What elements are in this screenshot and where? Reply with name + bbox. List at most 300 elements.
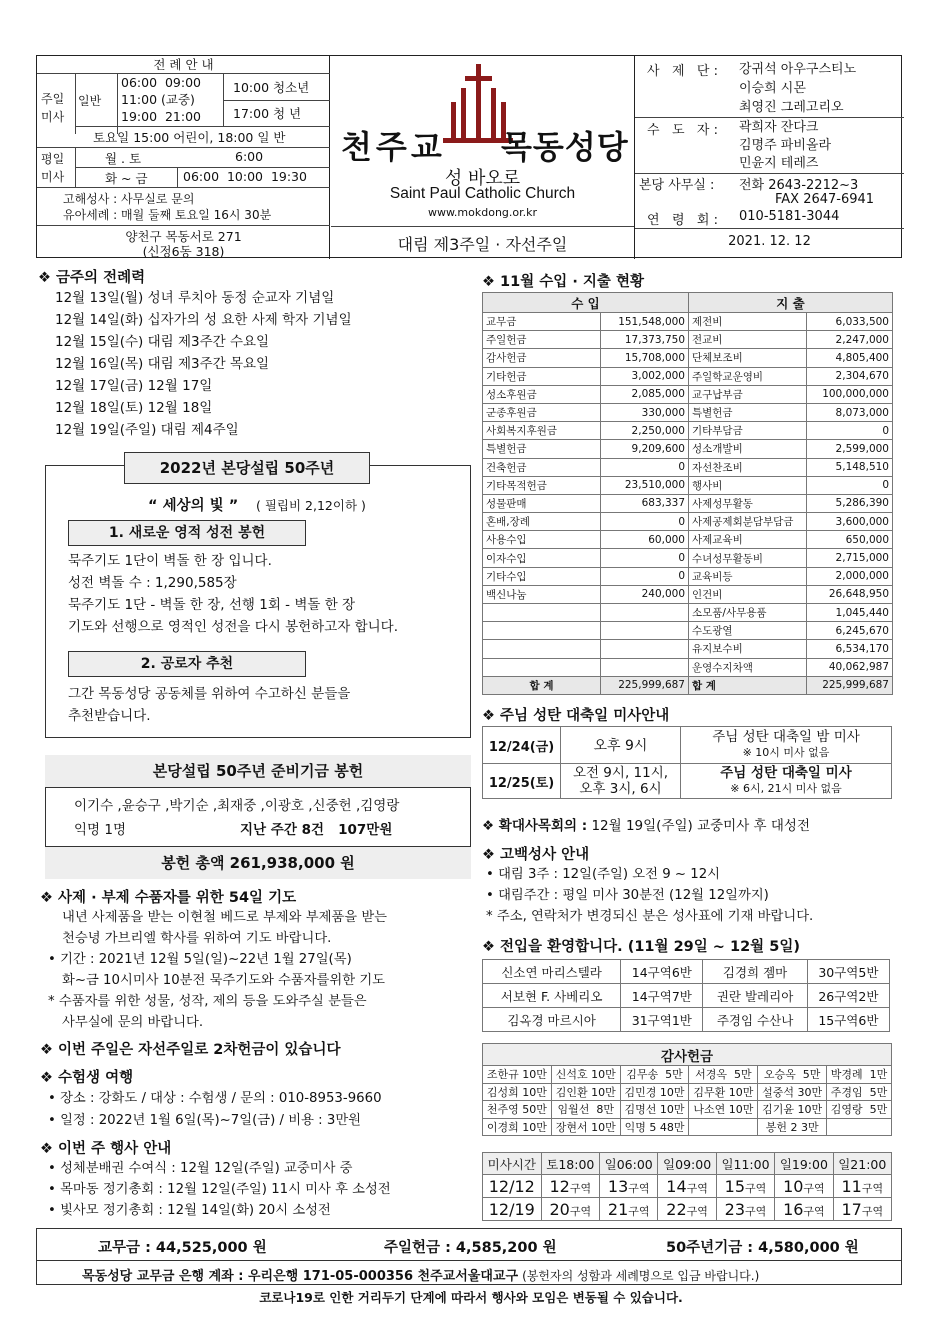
income-amount <box>601 604 689 622</box>
welcome-district: 30구역5반 <box>807 960 889 984</box>
duty-suffix: 구역 <box>745 1181 767 1195</box>
liturgy-title: ❖ 금주의 전례력 <box>38 270 146 286</box>
expense-item: 특별헌금 <box>689 403 807 421</box>
finance-row <box>483 622 893 640</box>
income-amount <box>601 640 689 658</box>
welcome-name: 김옥경 마르시아 <box>483 1008 621 1032</box>
liturgy-item: 12월 19일(주일) 대림 제4주일 <box>55 422 239 438</box>
priest-name: 이승희 시몬 <box>739 81 806 96</box>
duty-suffix: 구역 <box>803 1204 825 1218</box>
thanks-cell: 김무환 10만 <box>689 1083 758 1101</box>
thanks-row <box>483 1066 892 1084</box>
welcome-name: 김경희 젬마 <box>703 960 807 984</box>
thanks-table <box>482 1043 892 1136</box>
christmas-note <box>681 764 892 799</box>
sunday-mass-times: 06:00 09:00 11:00 (교중) 19:00 21:00 <box>121 75 201 124</box>
thanks-cell: 장현서 10만 <box>551 1118 620 1136</box>
anniversary-title: 2022년 본당설립 50주년 <box>124 452 370 484</box>
thanks-row <box>483 1118 892 1136</box>
text-line: • 장소 : 강화도 / 대상 : 수험생 / 문의 : 010-8953-9660 <box>48 1091 382 1106</box>
duty-suffix: 구역 <box>686 1181 708 1195</box>
expense-amount: 650,000 <box>807 531 893 549</box>
duty-district <box>775 1175 833 1198</box>
service-schedule <box>37 56 330 259</box>
income-item: 사회복지후원금 <box>483 422 601 440</box>
finance-row <box>483 367 893 385</box>
finance-row <box>483 531 893 549</box>
saturday-mass-line: 토요일 15:00 어린이, 18:00 일 반 <box>93 130 286 145</box>
text-line: 추천받습니다. <box>68 708 151 724</box>
liturgy-item: 12월 15일(수) 대림 제3주간 수요일 <box>55 334 270 350</box>
merit-text <box>68 683 350 727</box>
income-amount: 3,002,000 <box>601 367 689 385</box>
expense-amount: 3,600,000 <box>807 513 893 531</box>
duty-district <box>600 1198 658 1221</box>
thanks-cell: 김민경 10만 <box>620 1083 689 1101</box>
finance-row <box>483 349 893 367</box>
thanks-cell: 신석호 10만 <box>551 1066 620 1084</box>
thanks-cell: 임월선 8만 <box>551 1101 620 1119</box>
expense-item: 사제공제회분담부담금 <box>689 513 807 531</box>
duty-district <box>833 1175 891 1198</box>
thanks-cell: 오승옥 5만 <box>758 1066 827 1084</box>
priest-name: 강귀석 아우구스티노 <box>739 62 857 77</box>
duty-table <box>482 1152 892 1221</box>
welcome-name: 신소연 마리스텔라 <box>483 960 621 984</box>
expense-item: 소모품/사무용품 <box>689 604 807 622</box>
thanks-row <box>483 1101 892 1119</box>
church-logo-area <box>331 56 634 226</box>
expense-amount: 2,247,000 <box>807 331 893 349</box>
note-text: 주님 성탄 대축일 미사 <box>720 765 852 781</box>
duty-suffix: 구역 <box>861 1181 884 1195</box>
text-line: • 목마동 정기총회 : 12월 12일(주일) 11시 미사 후 소성전 <box>48 1182 391 1197</box>
income-item: 기타목적헌금 <box>483 476 601 494</box>
duty-district <box>658 1198 716 1221</box>
duty-suffix: 구역 <box>569 1204 592 1218</box>
expense-item: 제전비 <box>689 313 807 331</box>
duty-value: 14 <box>666 1176 687 1196</box>
finance-row <box>483 494 893 512</box>
income-item <box>483 658 601 676</box>
duty-suffix: 구역 <box>628 1181 650 1195</box>
income-item: 건축헌금 <box>483 458 601 476</box>
expense-item: 주일학교운영비 <box>689 367 807 385</box>
duty-header: 미사시간 <box>483 1153 542 1175</box>
time-text: 오후 3시, 6시 <box>579 781 662 797</box>
christmas-date: 12/25(토) <box>483 764 561 799</box>
finance-row <box>483 513 893 531</box>
income-header: 수 입 <box>483 293 689 313</box>
welcome-name: 권란 발레리아 <box>703 984 807 1008</box>
income-item: 백신나눔 <box>483 585 601 603</box>
text-line: 사무실에 문의 바랍니다. <box>62 1015 204 1030</box>
income-item: 성물판매 <box>483 494 601 512</box>
expense-item: 교구납부금 <box>689 385 807 403</box>
income-item: 군종후원금 <box>483 403 601 421</box>
income-amount: 23,510,000 <box>601 476 689 494</box>
income-amount: 240,000 <box>601 585 689 603</box>
confession-text <box>486 864 813 927</box>
welcome-district: 26구역2반 <box>807 984 889 1008</box>
income-amount <box>601 658 689 676</box>
finance-title: ❖ 11월 수입 · 지출 현황 <box>482 274 644 290</box>
young-adult-mass-time: 17:00 청 년 <box>233 106 302 121</box>
expense-amount: 100,000,000 <box>807 385 893 403</box>
duty-suffix: 구역 <box>686 1204 708 1218</box>
income-amount: 15,708,000 <box>601 349 689 367</box>
thanks-cell: 천주영 50만 <box>483 1101 552 1119</box>
duty-suffix: 구역 <box>569 1181 592 1195</box>
finance-row <box>483 385 893 403</box>
note-text: 주님 성탄 대축일 밤 미사 <box>712 729 860 745</box>
christmas-time: 오후 9시 <box>561 727 681 764</box>
thanks-cell <box>689 1118 758 1136</box>
duty-value: 12/12 <box>488 1176 535 1196</box>
duty-date <box>483 1198 542 1221</box>
income-amount: 17,373,750 <box>601 331 689 349</box>
expense-item: 유지보수비 <box>689 640 807 658</box>
christmas-table <box>482 726 892 799</box>
expense-amount: 5,148,510 <box>807 458 893 476</box>
text-line: • 성체분배권 수여식 : 12월 12일(주일) 교중미사 중 <box>48 1161 353 1176</box>
sunday-collection-total: 주일헌금 : 4,585,200 원 <box>384 1240 557 1256</box>
students-title: ❖ 수험생 여행 <box>40 1070 134 1086</box>
duty-suffix: 구역 <box>628 1204 650 1218</box>
expense-amount: 0 <box>807 422 893 440</box>
liturgy-item: 12월 17일(금) 12월 17일 <box>55 378 213 394</box>
duty-value: 12 <box>549 1176 570 1196</box>
christmas-title: ❖ 주님 성탄 대축일 미사안내 <box>482 708 670 724</box>
time-text: 오전 9시, 11시, <box>572 765 669 781</box>
office-fax: FAX 2647-6941 <box>775 192 875 207</box>
welcome-row <box>483 984 890 1008</box>
prayer54-text <box>48 907 387 1033</box>
expense-item: 전교비 <box>689 331 807 349</box>
income-item: 이자수입 <box>483 549 601 567</box>
income-item <box>483 640 601 658</box>
expense-amount: 40,062,987 <box>807 658 893 676</box>
income-amount: 2,250,000 <box>601 422 689 440</box>
liturgical-day: 대림 제3주일 · 자선주일 <box>397 235 568 254</box>
text-line: • 대림 3주 : 12일(주일) 오전 9 ~ 12시 <box>486 867 721 882</box>
income-item: 혼배,장례 <box>483 513 601 531</box>
address-line1: 양천구 목동서로 271 <box>125 229 242 244</box>
duty-value: 13 <box>607 1176 629 1196</box>
duty-value: 22 <box>666 1199 687 1219</box>
bank-account <box>82 1265 759 1284</box>
finance-row <box>483 585 893 603</box>
finance-row <box>483 313 893 331</box>
liturgy-item: 12월 16일(목) 대림 제3주간 목요일 <box>55 356 270 372</box>
prayer54-title: ❖ 사제 · 부제 수품자를 위한 54일 기도 <box>40 890 297 906</box>
income-amount: 9,209,600 <box>601 440 689 458</box>
duty-district <box>600 1175 658 1198</box>
thanks-cell: 주경임 5만 <box>827 1083 892 1101</box>
text-line: 화~금 10시미사 10분전 묵주기도와 수품자를위한 기도 <box>62 973 386 988</box>
duty-district <box>775 1198 833 1221</box>
liturgy-item: 12월 18일(토) 12월 18일 <box>55 400 213 416</box>
thanks-cell: 김성희 10만 <box>483 1083 552 1101</box>
finance-row <box>483 403 893 421</box>
thanks-cell: 익명 5 48만 <box>620 1118 689 1136</box>
income-amount: 151,548,000 <box>601 313 689 331</box>
sister-name: 김명주 파비올라 <box>739 138 832 153</box>
note-sub: ※ 10시 미사 없음 <box>742 746 830 759</box>
office-phone[interactable]: 전화 2643-2212~3 <box>739 178 859 193</box>
duty-header: 토18:00 <box>541 1153 599 1175</box>
address-line2: (신정6동 318) <box>142 244 225 259</box>
finance-table <box>482 292 893 695</box>
expense-item: 사제성무활동 <box>689 494 807 512</box>
finance-row <box>483 640 893 658</box>
expense-header: 지 출 <box>689 293 893 313</box>
duty-district <box>833 1198 891 1221</box>
church-english-name: Saint Paul Catholic Church <box>389 185 576 202</box>
expense-amount: 2,304,670 <box>807 367 893 385</box>
pastoral-meeting <box>482 814 810 834</box>
income-item: 주일헌금 <box>483 331 601 349</box>
bulletin-date: 2021. 12. 12 <box>728 234 811 249</box>
expense-amount: 26,648,950 <box>807 585 893 603</box>
duty-value: 20 <box>549 1199 570 1219</box>
duty-header: 일21:00 <box>833 1153 891 1175</box>
finance-row <box>483 458 893 476</box>
expense-item: 성소개발비 <box>689 440 807 458</box>
thanks-row <box>483 1083 892 1101</box>
weekday-tue-fri: 화 ~ 금 <box>105 171 148 186</box>
welcome-title: ❖ 전입을 환영합니다. (11월 29일 ~ 12월 5일) <box>482 939 800 955</box>
expense-total: 225,999,687 <box>807 676 893 694</box>
sunday-mass-label: 주일 미사 <box>41 92 65 124</box>
duty-row <box>483 1198 892 1221</box>
expense-item: 자선찬조비 <box>689 458 807 476</box>
finance-row <box>483 476 893 494</box>
expense-item: 행사비 <box>689 476 807 494</box>
clergy-info <box>634 56 903 259</box>
text-line: * 수품자를 위한 성물, 성작, 제의 등을 도와주실 분들은 <box>48 994 367 1009</box>
finance-row <box>483 567 893 585</box>
text-line: 천승녕 가브리엘 학사를 위하여 기도 바랍니다. <box>62 931 332 946</box>
fund-week-total: 지난 주간 8건 107만원 <box>240 822 393 838</box>
text-line: 기도와 선행으로 영적인 성전을 다시 봉헌하고자 합니다. <box>68 619 398 635</box>
duty-value: 16 <box>783 1199 804 1219</box>
duty-header: 일11:00 <box>716 1153 774 1175</box>
expense-amount: 6,534,170 <box>807 640 893 658</box>
weekday-mon-sat-time: 6:00 <box>235 149 264 164</box>
merit-heading: 2. 공로자 추천 <box>68 651 306 677</box>
infant-baptism-info: 유아세례 : 매월 둘째 토요일 16시 30분 <box>63 208 272 222</box>
contact-phone[interactable]: 010-5181-3044 <box>739 209 840 224</box>
spiritual-temple-heading: 1. 새로운 영적 성전 봉헌 <box>68 520 306 546</box>
welcome-district: 15구역6반 <box>807 1008 889 1032</box>
thanks-title: 감사헌금 <box>483 1044 892 1066</box>
income-amount: 0 <box>601 513 689 531</box>
expense-item: 수도광열 <box>689 622 807 640</box>
welcome-name: 서보현 F. 사베리오 <box>483 984 621 1008</box>
expense-item: 교육비등 <box>689 567 807 585</box>
expense-amount: 8,073,000 <box>807 403 893 421</box>
duty-row <box>483 1175 892 1198</box>
expense-amount: 1,045,440 <box>807 604 893 622</box>
events-title: ❖ 이번 주 행사 안내 <box>40 1141 172 1157</box>
second-collection-notice: ❖ 이번 주일은 자선주일로 2차헌금이 있습니다 <box>40 1042 341 1058</box>
duty-value: 12/19 <box>488 1199 535 1219</box>
income-item: 성소후원금 <box>483 385 601 403</box>
text-line: 묵주기도 1단 - 벽돌 한 장, 선행 1회 - 벽돌 한 장 <box>68 597 356 613</box>
fund-title: 본당설립 50주년 준비기금 봉헌 <box>45 755 471 788</box>
duty-date <box>483 1175 542 1198</box>
note-sub: ※ 6시, 21시 미사 없음 <box>730 782 842 795</box>
youth-mass-time: 10:00 청소년 <box>233 80 310 95</box>
thanks-cell: 서경옥 5만 <box>689 1066 758 1084</box>
duty-district <box>658 1175 716 1198</box>
income-item <box>483 604 601 622</box>
text-line: 성전 벽돌 수 : 1,290,585장 <box>68 575 237 591</box>
weekday-mass-label: 평일 미사 <box>41 152 65 184</box>
text-line: • 빛사모 정기총회 : 12월 14일(화) 20시 소성전 <box>48 1203 331 1218</box>
expense-amount: 2,599,000 <box>807 440 893 458</box>
finance-row <box>483 440 893 458</box>
text-line: • 기간 : 2021년 12월 5일(일)~22년 1월 27일(목) <box>48 952 352 967</box>
church-name-left: 천주교 <box>341 128 446 166</box>
duty-value: 21 <box>607 1199 629 1219</box>
income-item <box>483 622 601 640</box>
duty-district <box>716 1175 774 1198</box>
sister-name: 곽희자 잔다크 <box>739 120 819 135</box>
anniversary-motto-ref: ( 필립비 2,12이하 ) <box>256 498 366 513</box>
income-total-label: 합 계 <box>483 676 601 694</box>
contact-label: 연 령 회 : <box>647 213 718 228</box>
patron-saint: 성 바오로 <box>444 168 521 189</box>
thanks-cell: 나소연 10만 <box>689 1101 758 1119</box>
finance-row <box>483 549 893 567</box>
duty-value: 23 <box>724 1199 746 1219</box>
duty-header: 일09:00 <box>658 1153 716 1175</box>
income-amount: 0 <box>601 458 689 476</box>
thanks-cell: 김영랑 5만 <box>827 1101 892 1119</box>
income-item: 사용수입 <box>483 531 601 549</box>
expense-amount: 0 <box>807 476 893 494</box>
thanks-cell: 설중석 30만 <box>758 1083 827 1101</box>
duty-suffix: 구역 <box>745 1204 767 1218</box>
fund-grand-total: 봉헌 총액 261,938,000 원 <box>45 846 471 879</box>
header-box <box>36 55 902 258</box>
pastoral-text: 12월 19일(주일) 교중미사 후 대성전 <box>591 818 810 834</box>
church-name-right: 목동성당 <box>501 128 629 166</box>
income-amount: 0 <box>601 549 689 567</box>
sister-name: 민윤지 테레즈 <box>739 156 819 171</box>
tithe-total: 교무금 : 44,525,000 원 <box>98 1240 267 1256</box>
thanks-cell: 김기윤 10만 <box>758 1101 827 1119</box>
weekday-mon-sat: 월 . 토 <box>105 151 142 166</box>
welcome-row <box>483 1008 890 1032</box>
expense-item: 운영수지차액 <box>689 658 807 676</box>
income-item: 감사헌금 <box>483 349 601 367</box>
finance-row <box>483 658 893 676</box>
thanks-cell: 김인환 10만 <box>551 1083 620 1101</box>
priest-name: 최영진 그레고리오 <box>739 100 844 115</box>
thanks-cell: 조한규 10만 <box>483 1066 552 1084</box>
text-line: 묵주기도 1단이 벽돌 한 장 입니다. <box>68 553 272 569</box>
duty-value: 10 <box>783 1176 804 1196</box>
duty-district <box>541 1175 599 1198</box>
events-text <box>48 1158 391 1221</box>
duty-value: 15 <box>724 1176 746 1196</box>
thanks-cell <box>827 1118 892 1136</box>
sisters-list <box>739 119 831 173</box>
thanks-cell: 김명선 10만 <box>620 1101 689 1119</box>
expense-item: 기타부담금 <box>689 422 807 440</box>
welcome-name: 주경임 수산나 <box>703 1008 807 1032</box>
income-total: 225,999,687 <box>601 676 689 694</box>
duty-value: 11 <box>841 1176 862 1196</box>
christmas-date: 12/24(금) <box>483 727 561 764</box>
income-item: 특별헌금 <box>483 440 601 458</box>
expense-item: 인건비 <box>689 585 807 603</box>
office-label: 본당 사무실 : <box>639 178 715 193</box>
duty-district <box>541 1198 599 1221</box>
expense-item: 단체보조비 <box>689 349 807 367</box>
priest-list <box>739 60 856 117</box>
duty-header: 일06:00 <box>600 1153 658 1175</box>
welcome-district: 14구역7반 <box>621 984 703 1008</box>
thanks-cell: 박경례 1만 <box>827 1066 892 1084</box>
income-amount <box>601 622 689 640</box>
bank-note: (봉헌자의 성함과 세례명으로 입금 바랍니다.) <box>522 1269 760 1283</box>
finance-row <box>483 604 893 622</box>
pastoral-label: ❖ 확대사목회의 : <box>482 818 588 834</box>
income-amount: 0 <box>601 567 689 585</box>
confession-info: 고해성사 : 사무실로 문의 <box>63 192 195 206</box>
christmas-time <box>561 764 681 799</box>
general-label: 일반 <box>78 94 102 108</box>
thanks-cell: 이경희 10만 <box>483 1118 552 1136</box>
service-title: 전 례 안 내 <box>37 56 330 74</box>
income-amount: 60,000 <box>601 531 689 549</box>
welcome-table <box>482 959 890 1032</box>
duty-district <box>716 1198 774 1221</box>
welcome-district: 31구역1반 <box>621 1008 703 1032</box>
expense-item: 수녀성무활동비 <box>689 549 807 567</box>
duty-value: 17 <box>841 1199 862 1219</box>
duty-suffix: 구역 <box>861 1204 884 1218</box>
duty-header-row <box>483 1153 892 1175</box>
fund50-total: 50주년기금 : 4,580,000 원 <box>666 1240 859 1256</box>
income-amount: 683,337 <box>601 494 689 512</box>
bank-main: 목동성당 교무금 은행 계좌 : 우리은행 171-05-000356 천주교서울대교구 <box>82 1269 519 1284</box>
text-line: • 일정 : 2022년 1월 6일(목)~7일(금) / 비용 : 3만원 <box>48 1113 362 1128</box>
text-line: 그간 목동성당 공동체를 위하여 수고하신 분들을 <box>68 686 351 702</box>
text-line: • 대림주간 : 평일 미사 30분전 (12월 12일까지) <box>486 888 769 903</box>
income-item: 기타수입 <box>483 567 601 585</box>
income-amount: 2,085,000 <box>601 385 689 403</box>
income-amount: 330,000 <box>601 403 689 421</box>
students-text <box>48 1088 382 1132</box>
expense-amount: 6,245,670 <box>807 622 893 640</box>
fund-anonymous: 익명 1명 <box>74 822 127 838</box>
weekday-tue-fri-times: 06:00 10:00 19:30 <box>183 169 307 184</box>
fund-donors: 이기수 ,윤승구 ,박기순 ,최재중 ,이광호 ,신중헌 ,김영랑 <box>74 798 400 814</box>
income-item: 교무금 <box>483 313 601 331</box>
text-line: 내년 사제품을 받는 이현철 베드로 부제와 부제품을 받는 <box>62 910 388 925</box>
income-item: 기타헌금 <box>483 367 601 385</box>
liturgy-item: 12월 14일(화) 십자가의 성 요한 사제 학자 기념일 <box>55 312 352 328</box>
thanks-cell: 김무송 5만 <box>620 1066 689 1084</box>
church-website[interactable]: www.mokdong.or.kr <box>427 206 538 219</box>
spiritual-temple-text <box>68 550 398 638</box>
expense-amount: 4,805,400 <box>807 349 893 367</box>
